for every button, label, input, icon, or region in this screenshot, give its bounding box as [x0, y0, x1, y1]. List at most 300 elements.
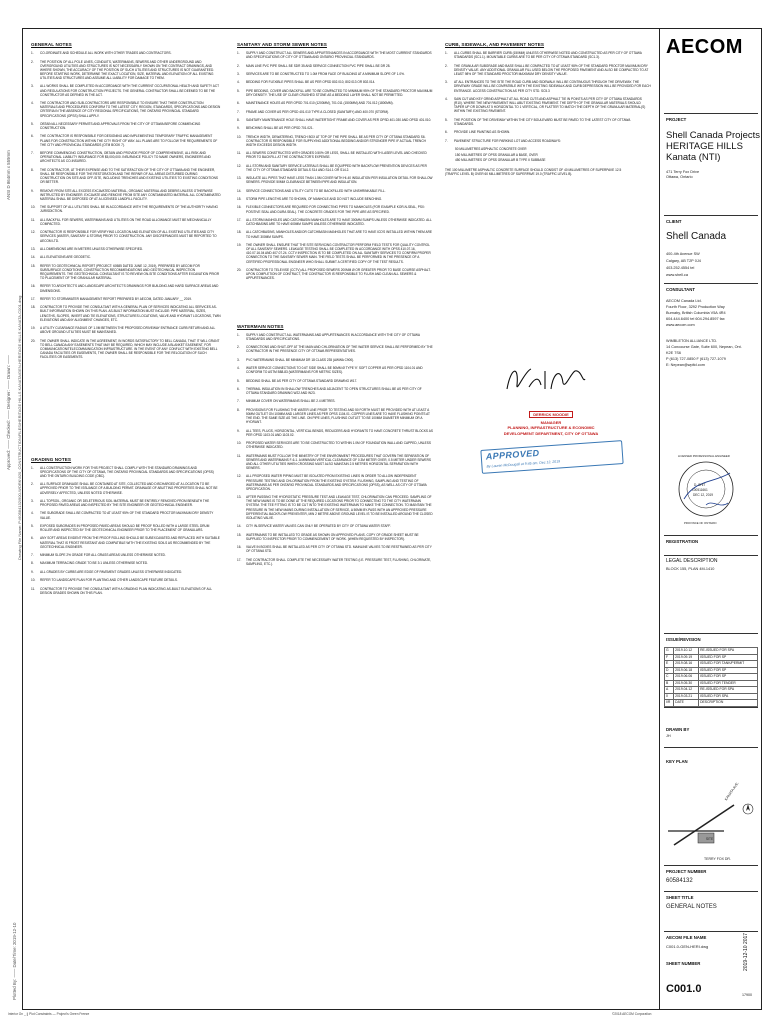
note-text: CONTRACTOR TO PROVIDE THE CONSULTANT WITH A GRADING PLAN INDICATING AS-BUILT ELEVATIONS OF ALL DESIGN GRADES SHOWN ON THIS PLAN. — [40, 586, 212, 595]
note-item — [31, 84, 221, 96]
note-number: 3. — [31, 498, 34, 503]
general-notes-list — [31, 51, 221, 359]
note-number: 10. — [237, 441, 242, 446]
note-number: 19. — [31, 326, 36, 331]
note-text: SERVICES ARE TO BE CONSTRUCTED TO 1.0M FROM FACE OF BUILDING AT A MINIMUM SLOPE OF 1.0%. — [246, 72, 405, 76]
note-item — [237, 230, 433, 238]
subconsultant-5: E: Nepean@wpltd.com — [666, 363, 705, 367]
revision-date: DATE — [674, 700, 699, 707]
key-plan-street-1: KANATA AVE. — [724, 781, 740, 802]
note-text: REMOVE FROM SITE ALL EXCESS EXCAVATED MATERIAL, ORGANIC MATERIAL AND DEBRIS UNLESS OTHERWISE INSTRUCTED BY ENGINEER. EXCAVATE AND REMOVE FROM SITE ANY CONTAMINATED MATERIAL ALL CONTAMINATED MATERIAL SHALL BE DISPOSED OF AT A LICENSED LANDFILL FACILITY. — [40, 188, 221, 201]
note-text: THE POSITION OF ALL POLE LINES, CONDUITS, WATERMAINS, SEWERS AND OTHER UNDERGROUND AND OVERGROUND UTILITIES AND STRUCTURES IS NOT NECESSARILY SHOWN ON THE CONTRACT DRAWINGS, AND WHERE SHOWN, THE ACCURACY OF THE POSITION OF SUCH UTILITIES AND STRUCTURES IS NOT GUARANTEED. BEFORE STARTING WORK, DETERMINE THE EXACT LOCATION, SIZE, MATERIAL AND ELEVATION OF ALL EXISTING UTILITIES AND STRUCTURES AND ASSUME ALL LIABILITY FOR DAMAGE TO THEM. — [40, 59, 215, 81]
note-item — [237, 366, 433, 374]
note-item — [31, 189, 221, 201]
note-number: 14. — [237, 188, 242, 193]
note-number: 16. — [31, 284, 36, 289]
note-item — [237, 345, 433, 353]
note-text: BEDDING FOR FLEXIBLE PIPES SHALL BE AS PER OPSD 802.010, 802.013 OR 802.014. — [246, 80, 376, 85]
project-label: PROJECT — [666, 117, 687, 122]
note-item — [237, 524, 433, 528]
seal-date: DEC 12, 2019 — [693, 493, 714, 497]
note-item — [445, 64, 651, 76]
note-number: 1. — [445, 51, 448, 56]
curb-notes-title: CURB, SIDEWALK, AND PAVEMENT NOTES — [445, 42, 545, 47]
note-text: THE POSITION OF THE DRIVEWAY WITHIN THE CITY BOULEVARD MUST BE PAVED TO THE LATEST CITY OF OTTAWA STANDARDS. — [454, 117, 631, 126]
subconsultant-4: P (613) 727-0850 F (613) 727-1079 — [666, 357, 726, 361]
note-text: BENCHING SHALL BE AS PER OPSD 701.021. — [246, 126, 314, 131]
note-item — [237, 243, 433, 264]
superpave-note: (TRAFFIC LEVEL B) OVER 60 MILLIMETRES OF SUPERPAVE 19.0 (TRAFFIC LEVEL B). — [445, 172, 573, 177]
pavement-line: 450 MILLIMETRES OF OPSS GRANULAR B TYPE II SUBBASE — [455, 158, 546, 163]
file-name-label: AECOM FILE NAME — [666, 935, 707, 940]
note-text: MAIN LINE PVC PIPE SHALL BE SDR 35 AND SERVICE CONNECTION PVC PIPE SHALL BE DR 28. — [246, 63, 391, 68]
grading-notes-title: GRADING NOTES — [31, 456, 72, 462]
note-number: 2. — [31, 482, 34, 487]
note-number: 13. — [237, 495, 242, 500]
note-number: 11. — [237, 151, 242, 156]
note-text: THE CONTRACTOR SHALL COMPLETE THE NECESSARY WATER TESTING (I.E. PRESSURE TEST, FLUSHING, CHLORINATE, SAMPLING, ETC.). — [246, 557, 432, 566]
key-plan-map-icon — [664, 801, 758, 849]
note-item — [237, 80, 433, 84]
note-number: 2. — [445, 63, 448, 68]
grading-notes-list — [31, 466, 221, 595]
note-number: 6. — [445, 130, 448, 135]
note-number: 7. — [237, 109, 240, 114]
approval-block — [453, 359, 649, 479]
note-item — [237, 333, 433, 341]
revision-rev: B — [665, 680, 674, 687]
note-number: 15. — [237, 197, 242, 202]
note-text: ALL TOPSOIL, ORGANIC OR DELETERIOUS SOIL MATERIAL MUST BE ENTIRELY REMOVED FROM BENEATH THE PROPOSED PAVED AREAS AND INSPECTED BY THE SITE ENGINEER OR GEOTECHNICAL ENGINEER. — [40, 498, 210, 508]
sheet-title: GENERAL NOTES — [666, 904, 717, 910]
pavement-structure — [445, 147, 651, 162]
approver-dept-2: DEVELOPMENT DEPARTMENT, CITY OF OTTAWA — [503, 430, 599, 436]
title-block — [659, 29, 762, 1009]
revision-desc: ISSUED FOR SP — [699, 674, 758, 681]
note-item — [31, 218, 221, 226]
note-item — [31, 305, 221, 322]
revision-date: 2019.08.16 — [674, 661, 699, 668]
note-text: MAXIMUM TERRACING GRADE TO BE 3:1 UNLESS OTHERWISE NOTED. — [40, 561, 148, 566]
approval-line: Approved: —— Checked: —— Designer: —— Drawn: —— — [6, 355, 11, 470]
note-text: THE GRANULAR SUBGRADE AND BASE SHALL BE COMPACTED TO AT LEAST 98% OF THE STANDARD PROCTOR MAXIMUM DRY DENSITY VALUE. ANY ADDITIONAL GRANULAR FILL USED BELOW THE PROPOSED PAVEMENT AND ALSO BE COMPACTED TO AT LEAST 98% OF THE STANDARD PROCTOR MAXIMUM DRY DENSITY VALUE. — [454, 63, 649, 76]
key-plan-site: SITE — [706, 837, 714, 841]
copyright: ©2018 AECOM Corporation — [612, 1012, 652, 1016]
note-number: 12. — [237, 163, 242, 168]
note-item — [31, 466, 221, 478]
note-item — [237, 454, 433, 471]
revision-rev: I/R — [665, 700, 674, 707]
note-item — [237, 101, 433, 105]
note-text: PROVIDE LINE PAINTING AS SHOWN. — [454, 130, 511, 135]
left-margin-strip — [0, 0, 22, 1024]
note-text: ALL STORM MANHOLES AND CATCHBASIN MANHOLES ARE TO HAVE 300MM SUMPS UNLESS OTHERWISE INDICATED. ALL CATCHBASINS ARE TO HAVE 600MM SUMPS UNLESS OTHERWISE INDICATED. — [246, 217, 432, 227]
revision-date: 2019.04.12 — [674, 687, 699, 694]
column-sanitary-watermain — [237, 43, 433, 570]
note-number: 4. — [31, 511, 34, 516]
project-address-1: 471 Terry Fox Drive — [666, 170, 700, 174]
revision-date: 2019.09.19 — [674, 654, 699, 661]
revision-desc: RE-ISSUED FOR SPA — [699, 648, 758, 655]
key-plan-street-2: TERRY FOX DR. — [704, 857, 731, 861]
note-number: 15. — [237, 532, 242, 537]
note-number: 12. — [237, 474, 242, 479]
note-number: 14. — [31, 255, 36, 260]
note-text: THERMAL INSULATION IN SHALLOW TRENCHES AND ADJACENT TO OPEN STRUCTURES SHALL BE AS PER CITY OF OTTAWA STANDARD DRAWING W22 AND W23. — [246, 386, 422, 396]
note-item — [237, 558, 433, 566]
note-number: 5. — [237, 378, 240, 383]
sheet-title-label: SHEET TITLE — [666, 895, 694, 900]
approved-stamp — [480, 440, 623, 474]
revision-rev: C — [665, 674, 674, 681]
note-number: 4. — [445, 96, 448, 101]
revision-rev: A — [665, 687, 674, 694]
note-number: 20. — [237, 267, 242, 272]
note-text: FRAME AND COVER AS PER OPSD 401.010 TYPE A CLOSED (SANITARY) AND 400.070 (STORM). — [246, 109, 390, 114]
note-text: A UTILITY CLEARANCE RADIUS OF 1.0M BETWEEN THE PROPOSED DRIVEWAY ENTRANCE CURB RETURN AND ALL ABOVE GROUND UTILITIES MUST BE MAINTAINED. — [40, 326, 216, 335]
note-text: MINIMUM COVER ON WATERMAINS SHALL BE 2.4 METRES. — [246, 399, 336, 404]
note-text: ALL CONSTRUCTION WORK FOR THIS PROJECT SHALL COMPLY WITH THE STANDARD DRAWINGS AND SPECIFICATIONS OF THE CITY OF OTTAWA, THE ONTARIO PROVINCIAL STANDARDS AND SPECIFICATIONS (OPSS) AND THE ONTARIO BUILDING CODE (OBC). — [40, 465, 214, 478]
note-number: 1. — [31, 51, 34, 56]
note-item — [31, 297, 221, 301]
note-number: 6. — [237, 101, 240, 106]
note-text: WATERMAINS MUST FOLLOW THE MINISTRY OF THE ENVIRONMENT PROCEDURES THAT GOVERN THE SEPARATION OF SEWERS AND WATERMAINS F-6-1. A MINIMUM VERTICAL CLEARANCE OF 0.3M METER OVER, 0.5 METER UNDER SEWERS AND ALL OTHER UTILITIES WHEN CROSSING MUST ALSO MAINTAIN 2.5 METRES HORIZONTAL SEPARATION WITH SEWERS. — [246, 453, 431, 470]
column-general-grading — [31, 43, 221, 599]
legal-description: BLOCK 155, PLAN 4M-1410 — [666, 567, 715, 571]
note-number: 9. — [31, 188, 34, 193]
note-text: SANITARY MAINTENANCE HOLE SHALL HAVE WATERTIGHT FRAME AND COVER AS PER OPSD 401.030 AND OPSD 401.010. — [246, 117, 432, 122]
note-number: 1. — [31, 465, 34, 470]
sanitary-notes-title: SANITARY AND STORM SEWER NOTES — [237, 42, 327, 47]
note-item — [237, 51, 433, 59]
note-text: ALL CURBS SHALL BE BARRIER CURB (150MM) UNLESS OTHERWISE NOTED AND CONSTRUCTED AS PER CITY OF OTTAWA STANDARDS (SC1.1). MOUNTABLE CURBS ARE TO BE PER CITY OF OTTAWA STANDARD (SC1.3). — [454, 51, 642, 60]
note-item — [31, 284, 221, 292]
note-item — [31, 264, 221, 281]
note-item — [237, 118, 433, 122]
note-number: 18. — [31, 305, 36, 310]
watermain-notes-title: WATERMAIN NOTES — [237, 323, 284, 329]
note-text: SUPPLY AND CONSTRUCT ALL SEWERS AND APPURTENANCES IN ACCORDANCE WITH THE MOST CURRENT STANDARDS AND SPECIFICATIONS OF CITY OF OTTAWA AND ONTARIO PROVINCIAL STANDARDS. — [246, 51, 432, 60]
note-number: 10. — [31, 205, 36, 210]
consultant-3: Burnaby, British Columbia V5A 4R4 — [666, 311, 726, 315]
note-item — [237, 399, 433, 403]
note-item — [445, 80, 651, 92]
note-item — [237, 205, 433, 213]
note-item — [31, 247, 221, 251]
note-number: 10. — [237, 134, 242, 139]
client-phone: 403.252.4554 tel — [666, 266, 695, 270]
job-number: 17900 — [742, 993, 752, 997]
seal-text: LICENSED PROFESSIONAL ENGINEER — [678, 454, 730, 458]
watermain-notes-list — [237, 333, 433, 566]
note-item — [237, 110, 433, 114]
note-number: 5. — [31, 523, 34, 528]
note-text: INSULATE ALL PIPES THAT HAVE LESS THAN 1.5M COVER WITH HI-40 INSULATION PER INSULATION DETAIL FOR SHALLOW SEWERS. PROVIDE 50MM CLEARANCE BETWEEN PIPE AND INSULATION. — [246, 176, 433, 185]
revision-row — [665, 661, 758, 668]
revision-desc: RE-ISSUED FOR SPA — [699, 687, 758, 694]
note-number: 3. — [445, 80, 448, 85]
file-name: C001.0-GEN-HERI.dwg — [666, 944, 709, 949]
note-item — [237, 72, 433, 76]
note-item — [31, 230, 221, 242]
note-number: 6. — [31, 536, 34, 541]
plot-date-vertical: 2019-12-10 2017 — [743, 932, 749, 971]
note-number: 15. — [31, 263, 36, 268]
drawn-by-value: JH — [666, 734, 671, 738]
sheet-number: C001.0 — [666, 983, 702, 995]
note-item — [237, 474, 433, 491]
note-item — [237, 176, 433, 184]
note-number: 3. — [237, 357, 240, 362]
note-item — [31, 134, 221, 146]
note-number: 7. — [445, 138, 448, 143]
registration-label: REGISTRATION — [666, 539, 699, 544]
sanitary-notes-list — [237, 51, 433, 280]
project-number: 60584132 — [666, 878, 693, 884]
signature-text: Derrick Moodie — [501, 359, 508, 360]
note-item — [237, 533, 433, 541]
note-item — [31, 255, 221, 259]
note-number: 8. — [237, 407, 240, 412]
note-item — [237, 135, 433, 147]
note-item — [31, 60, 221, 81]
note-number: 14. — [237, 524, 242, 529]
note-number: 17. — [237, 217, 242, 222]
revision-desc: ISSUED FOR SP — [699, 667, 758, 674]
note-item — [31, 553, 221, 557]
note-text: ALL CATCHBASINS, MANHOLES AND/OR CATCHBASIN MANHOLES THAT ARE TO HAVE ICD'S INSTALLED WITHIN THEM ARE TO HAVE 300MM SUMPS. — [246, 230, 432, 239]
note-number: 5. — [445, 117, 448, 122]
sheet-size-label: ANSI D 864mm x 559mm — [6, 150, 11, 200]
note-number: 8. — [31, 561, 34, 566]
consultant-5: www.aecom.com — [666, 323, 695, 327]
note-text: OBTAIN ALL NECESSARY PERMITS AND APPROVALS FROM THE CITY OF OTTAWA BEFORE COMMENCING CONSTRUCTION. — [40, 121, 201, 131]
note-number: 16. — [237, 205, 242, 210]
note-item — [237, 429, 433, 437]
note-item — [31, 536, 221, 548]
note-item — [31, 587, 221, 595]
note-number: 9. — [31, 569, 34, 574]
approver-name: DERRICK MOODIE — [529, 411, 573, 418]
client-address-2: Calgary, AB T2P 0J4 — [666, 259, 701, 263]
seal-province: PROVINCE OF ONTARIO — [684, 521, 717, 525]
note-item — [237, 408, 433, 425]
approved-stamp-detail: By Lauren McDougall at 9:45 am, Dec 12, 2019 — [486, 459, 561, 469]
approved-stamp-title: APPROVED — [485, 447, 540, 462]
note-text: ALL GRADES BY CURBS ARE EDGE OF PAVEMENT GRADES UNLESS OTHERWISE INDICATED. — [40, 569, 183, 574]
note-number: 3. — [237, 72, 240, 76]
note-number: 13. — [31, 246, 36, 251]
note-number: 16. — [237, 545, 242, 550]
note-text: PROPOSED WATER SERVICES ARE TO BE CONSTRUCTED TO WITHIN 1.0M OF FOUNDATION WALL AND CAPPED, UNLESS OTHERWISE INDICATED. — [246, 441, 431, 450]
superpave-note: THE 100 MILLIMETRE ASPHALTIC CONCRETE SURFACE SHOULD CONSIST OF 40 MILLIMETRES OF SUPERPAVE 12.5 — [445, 167, 622, 172]
note-item — [31, 51, 221, 55]
note-item — [237, 441, 433, 449]
note-number: 6. — [237, 386, 240, 391]
note-number: 17. — [31, 296, 36, 301]
note-item — [237, 64, 433, 68]
note-item — [237, 387, 433, 395]
note-item — [445, 97, 651, 114]
note-number: 8. — [237, 117, 240, 122]
note-item — [445, 118, 651, 126]
note-item — [31, 482, 221, 494]
note-text: THE SUPPORT OF ALL UTILITIES SHALL BE IN ACCORDANCE WITH THE REQUIREMENTS OF THE AUTHORITY HAVING JURISDICTION. — [40, 205, 218, 214]
revision-date: 2019.06.06 — [674, 674, 699, 681]
project-name: Shell Canada Projects HERITAGE HILLS Kanata (NTI) — [666, 130, 760, 163]
note-item — [237, 358, 433, 362]
drawing-sheet — [22, 28, 762, 1010]
note-number: 7. — [31, 151, 34, 156]
note-item — [237, 545, 433, 553]
note-item — [445, 51, 651, 59]
seal-name: D. SHIT — [694, 483, 706, 487]
revision-date: 2019.06.18 — [674, 667, 699, 674]
note-item — [237, 126, 433, 130]
note-text: ALL PROPOSED WATER PIPING MUST BE ISOLATED FROM EXISTING LINES IN ORDER TO ALLOW INDEPENDENT PRESSURE TESTING AND CHLORINATION FROM THE EXISTING SYSTEM. FLUSHING, SAMPLING AND TESTING OF WATERMAINS AS PER ONTARIO PROVINCIAL STANDARDS AND SPECIFICATIONS (OPSS), AS WELL AS CITY OF OTTAWA SPECIFICATION. — [246, 474, 427, 491]
note-item — [237, 197, 433, 201]
note-text: AFTER PASSING THE HYDROSTATIC PRESSURE TEST AND LEAKAGE TEST, CHLORINATION CAN PROCEED. SAMPLING OF THE NEW MAINS IS TO BE DONE AT THE REQUIRED LOCATIONS PRIOR TO CONNECTING TO THE CITY WATERMAIN SYSTEM. THE TEE FITTING IS TO BE CUT INTO THE EXISTING WATERMAIN TO MAKE THE CONNECTION. TO MAINTAIN THE PRESSURE IN THE NEW MAINS DURING INSTALLATION OF SERVICE, A 50MM BY-PASS WITH AN APPROVED PRESSURE DIFFERENTIAL BACKFLOW PREVENTER, MIN 2 METRE ABOVE GROUND LEVEL IS TO BE INSTALLED AROUND THE CLOSED ISOLATING VALVE. — [246, 495, 433, 520]
curb-notes-list — [445, 51, 651, 143]
note-text: PIPE BEDDING, COVER AND BACKFILL ARE TO BE COMPACTED TO MINIMUM 95% OF THE STANDARD PROCTOR MAXIMUM DRY DENSITY. THE USE OF CLEAR CRUSHED STONE AS A BEDDING LAYER SHALL NOT BE PERMITTED. — [246, 88, 433, 97]
note-text: FLEXIBLE CONNECTORS ARE REQUIRED FOR CONNECTING PIPES TO MANHOLES (FOR EXAMPLE KOR-N-SEAL, PSX: POSITIVE SEAL AND DURA SEAL). THE CONCRETE GRADES FOR THE PIPE ARE AS SPECIFIED. — [246, 205, 425, 214]
note-number: 12. — [31, 230, 36, 235]
note-item — [445, 139, 651, 143]
note-text: SAW CUT AND KEY GRIND ASPHALT AT ALL ROAD CUTS AND ASPHALT TIE IN POINTS AS PER CITY OF OTTAWA STANDARDS (R10). WHERE THE NEW PAVEMENT WILL ABUT EXISTING PAVEMENT. THE DEPTH OF THE GRANULAR MATERIALS SHOULD TAPER UP OR DOWN AT 5 HORIZONTAL TO 1 VERTICAL, OR FLATTER TO MATCH THE DEPTH OF THE GRANULAR MATERIAL(S) WITHIN THE EXISTING PAVEMENT. — [454, 96, 646, 114]
note-text: ALL DIMENSIONS ARE IN METERS UNLESS OTHERWISE SPECIFIED. — [40, 246, 143, 251]
note-item — [31, 205, 221, 213]
issue-revision-label: ISSUE/REVISION — [666, 637, 701, 642]
note-number: 20. — [31, 338, 36, 343]
note-item — [237, 189, 433, 193]
note-text: CONTRACTOR TO TELEVISE (CCTV) ALL PROPOSED SEWERS 200MM Ø OR GREATER PRIOR TO BASE COURSE ASPHALT. UPON COMPLETION OF CONTRACT, THE CONTRACTOR IS RESPONSIBLE TO FLUSH AND CLEAN ALL SEWERS & APPURTENANCES. — [246, 267, 431, 281]
note-item — [31, 570, 221, 574]
revision-desc: DESCRIPTION — [699, 700, 758, 707]
note-text: SUPPLY AND CONSTRUCT ALL WATERMAINS AND APPURTENANCES IN ACCORDANCE WITH THE CITY OF OTTAWA STANDARDS AND SPECIFICATIONS. — [246, 332, 420, 341]
note-text: THE CONTRACTOR, AT THEIR EXPENSE AND TO THE SATISFACTION OF THE CITY OF OTTAWA AND THE ENGINEER, SHALL BE RESPONSIBLE FOR THE RESTORATION AND THE REPAIR OF ALL AREAS DISTURBED DURING CONSTRUCTION ON SITE AND OFF-SITE, INCLUDING TRENCHES AND EXISTING UTILITIES TO EXISTING CONDITIONS OR BETTER. — [40, 167, 218, 185]
pavement-line: 50 MILLIMETRES ASPHALTIC CONCRETE OVER — [455, 146, 527, 151]
subconsultant-3: K2E 7S6 — [666, 351, 681, 355]
note-item — [31, 524, 221, 532]
note-text: ALL WORKS SHALL BE COMPLETED IN ACCORDANCE WITH THE CURRENT OCCUPATIONAL HEALTH AND SAFETY ACT AND REGULATIONS FOR CONSTRUCTION PROJECTS. THE GENERAL CONTRACTOR SHALL BE DEEMED TO BE THE CONSTRUCTOR AS DEFINED IN THE ACT. — [40, 84, 219, 97]
note-text: CONTRACTOR TO PROVIDE THE CONSULTANT WITH A GENERAL PLAN OF SERVICES INDICATING ALL SERVICES AS-BUILT INFORMATION SHOWN ON THIS PLAN. AS-BUILT INFORMATION MUST INCLUDE: PIPE MATERIAL, SIZES, LENGTHS, SLOPES, INVERT AND TIE ELEVATIONS, STRUCTURES LOCATIONS, VALVE AND HYDRANT LOCATIONS, TWIN ELEVATIONS AND ANY ALIGNMENT CHANGES, ETC. — [40, 305, 221, 322]
note-number: 3. — [31, 84, 34, 89]
note-number: 1. — [237, 51, 240, 56]
note-text: ALL SEWERS CONSTRUCTED WITH GRADES 0.50% OR LESS, SHALL BE INSTALLED WITH LASER LEVEL AND CHECKED PRIOR TO BACKFILL AT THE CONTRACTOR'S EXPENSE. — [246, 151, 427, 160]
footer-left: Interior On _ || Plot Constraints — Project's Green Freeze — [8, 1012, 90, 1016]
note-item — [31, 122, 221, 130]
note-number: 19. — [237, 242, 242, 247]
note-item — [31, 578, 221, 582]
general-notes-title: GENERAL NOTES — [31, 42, 72, 47]
client-label: CLIENT — [666, 219, 682, 224]
note-text: CITY IN-SERVICE WATER VALVES CAN ONLY BE OPERATED BY CITY OF OTTAWA WATER STAFF. — [246, 524, 391, 529]
note-text: THE OWNER SHALL ENSURE THAT THE SITE SERVICING CONTRACTOR PERFORM FIELD TESTS FOR QUALITY CONTROL OF ALL SANITARY SEWERS. LEAKAGE TESTING SHALL BE COMPLETED IN ACCORDANCE WITH OPSS 410.07.16, 410.07.16.04 AND 407.07.24. CCTV INSPECTION IS TO BE COMPLETED ON ALL SANITARY SERVICES TO CONFIRM PROPER CONNECTION TO THE SANITARY SEWER MAIN. THE FIELD TESTS SHALL BE PERFORMED IN THE PRESENCE OF A CERTIFIED PROFESSIONAL ENGINEER WHO SHALL SUBMIT A CERTIFIED COPY OF THE TEST RESULTS. — [246, 242, 431, 264]
note-number: 9. — [237, 428, 240, 433]
signature-icon — [501, 359, 591, 399]
note-item — [237, 164, 433, 172]
note-number: 4. — [31, 101, 34, 106]
note-text: WATERMAINS TO BE INSTALLED TO GRADE AS SHOWN ON APPROVED PLANS. COPY OF GRADE SHEET MUST BE SUPPLIED TO INSPECTOR PRIOR TO COMMENCEMENT OF WORK. (WHEN REQUESTED BY INSPECTOR). — [246, 532, 419, 541]
note-number: 4. — [237, 366, 240, 371]
note-text: REFER TO STORMWATER MANAGEMENT REPORT PREPARED BY AECOM, DATED JANUARY __ 2019. — [40, 296, 192, 301]
consultant-4: 604.444.6400 tel 604.294.8597 fax — [666, 317, 725, 321]
note-item — [31, 499, 221, 507]
project-address-2: Ottawa, Ontario — [666, 175, 693, 179]
note-item — [237, 379, 433, 383]
approver-title: MANAGER — [540, 420, 562, 426]
note-number: 17. — [237, 557, 242, 562]
note-text: ALL SURFACE DRAINAGE SHALL BE CONTAINED AT SITE, COLLECTED AND DISCHARGED AT A LOCATION TO BE APPROVED PRIOR TO THE ISSUANCE OF A BUILDING PERMIT. DRAINAGE OF ABUTTING PROPERTIES SHALL NOT BE ADVERSELY AFFECTED, UNLESS NOTED OTHERWISE. — [40, 482, 218, 495]
note-text: CONTRACTOR IS RESPONSIBLE FOR VERIFYING LOCATION AND ELEVATION OF ALL EXISTING UTILITIES AND CITY SERVICES (WATER, SANITARY & STORM) PRIOR TO CONSTRUCTION. ANY DISCREPANCIES MUST BE REPORTED TO AECOM LTD. — [40, 230, 217, 243]
note-item — [31, 561, 221, 565]
revision-date: 2019.05.30 — [674, 680, 699, 687]
legal-description-label: LEGAL DESCRIPTION — [666, 558, 718, 564]
note-item — [31, 511, 221, 519]
note-item — [237, 495, 433, 520]
note-item — [237, 218, 433, 226]
project-number-label: PROJECT NUMBER — [666, 869, 707, 874]
note-text: ALL STORM AND SANITARY SERVICE LATERALS SHALL BE EQUIPPED WITH BACKFLOW PREVENTION DEVICES AS PER THE CITY OF OTTAWA STANDARD DETAILS S14 AND S14.1 OR S14.2. — [246, 163, 427, 172]
note-text: PAVEMENT STRUCTURE FOR PARKING LOT AND ACCESS ROADWAYS: — [454, 138, 561, 143]
consultant-2: Fourth Floor, 3292 Production Way — [666, 305, 725, 309]
note-text: REFER TO GEOTECHNICAL REPORT (PROJECT: 60585 DATED JUNE 12, 2019), PREPARED BY AECOM FOR SUBSURFACE CONDITIONS, CONSTRUCTION RECOMMENDATIONS AND GEOTECHNICAL INSPECTION REQUIREMENTS. THE GEOTECHNICAL CONSULTANT IS TO REVIEW ON-SITE CONDITIONS AFTER EXCAVATION PRIOR TO PLACEMENT OF THE GRANULAR MATERIAL. — [40, 263, 220, 281]
note-number: 5. — [31, 121, 34, 126]
note-text: PROVISIONS FOR FLUSHING THE WATER LINE PRIOR TO TESTING AND 50 FORTH MUST BE PROVIDED WITH AT LEAST A 50MM OUTLET ON 100MM AND LARGER LINES AS PER OPSS 1104.01. COPPER LINES ARE TO HAVE FLUSHING POINTS AT THE END. THE SAME SIZE AS THE LINE. ON PIPE LINES, FLUSHING OUTLET TO BE 100MM DIAMETER MINIMUM OR A HYDRANT. — [246, 407, 430, 425]
note-number: 2. — [31, 59, 34, 64]
note-text: SERVICE CONNECTIONS AND UTILITY CUTS TO BE BACKFILLED WITH UNSHRINKABLE FILL. — [246, 188, 386, 193]
note-text: THE SUBGRADE SHALL BE COMPACTED TO AT LEAST 95% OF THE STANDARD PROCTOR MAXIMUM DRY DENSITY VALUE. — [40, 511, 214, 520]
note-item — [237, 151, 433, 159]
approver-dept-1: PLANNING, INFRASTRUCTURE & ECONOMIC — [507, 425, 595, 431]
note-text: BEDDING SHALL BE AS PER CITY OF OTTAWA STANDARD DRAWING W17. — [246, 378, 358, 383]
subconsultant-2: 14 Concourse Gate, Suite 600, Nepean, Ont. — [666, 345, 742, 349]
note-number: 8. — [31, 167, 34, 172]
note-number: 7. — [237, 399, 240, 404]
sheet-number-label: SHEET NUMBER — [666, 961, 701, 966]
note-text: ALL BACKFILL FOR SEWERS, WATERMAINS AND UTILITIES ON THE ROAD ALLOWANCE MUST BE MECHANICALLY COMPACTED. — [40, 217, 212, 226]
note-text: ANY SOFT AREAS EVIDENT FROM THE PROOF ROLLING SHOULD BE SUBEXCAVATED AND REPLACED WITH SUITABLE MATERIAL THAT IS FROST RESISTANT AND COMPATIBLE WITH THE EXISTING SOILS AS RECOMMENDED BY THE GEOTECHNICAL ENGINEER. — [40, 536, 220, 549]
revision-rev: 0 — [665, 693, 674, 700]
note-text: THE OWNER SHALL INDICATE IN THE AGREEMENT, IN WORDS SATISFACTORY TO BELL CANADA, THAT IT WILL GRANT TO BELL CANADA ANY EASEMENTS THAT MAY BE REQUIRED, WHICH MAY INCLUDE A BLANKET EASEMENT, FOR COMMUNICATION/TELECOMMUNICATION INFRASTRUCTURE. IN THE EVENT OF ANY CONFLICT WITH EXISTING BELL CANADA FACILITIES OR EASEMENTS, THE OWNER SHALL BE RESPONSIBLE FOR THE RELOCATION OF SUCH FACILITIES OR EASEMENTS. — [40, 338, 220, 360]
note-text: BEFORE COMMENCING CONSTRUCTION, OBTAIN AND PROVIDE PROOF OF COMPREHENSIVE, ALL RISK AND OPERATIONAL LIABILITY INSURANCE FOR $5,000,000. INSURANCE POLICY TO NAME OWNERS, ENGINEERS AND ARCHITECTS AS CO-INSURED. — [40, 151, 211, 164]
note-number: 11. — [31, 217, 36, 222]
subconsultant-1: WIMBLETON ALLIANCE LTD. — [666, 339, 718, 343]
note-text: PVC WATERMAINS SHALL BE MINIMUM DR 18 CLASS 235 (AWWA C900). — [246, 357, 355, 362]
note-number: 13. — [237, 176, 242, 181]
client-web: www.shell.ca — [666, 273, 688, 277]
note-text: STORM PIPE LENGTHS ARE TO SHOWN, OF MANHOLE AND DO NOT INCLUDE BENCHING. — [246, 197, 383, 202]
note-item — [31, 101, 221, 118]
revision-row — [665, 700, 758, 707]
note-number: 1. — [237, 332, 240, 337]
note-text: CO-ORDINATE AND SCHEDULE ALL WORK WITH OTHER TRADES AND CONTRACTORS. — [40, 51, 172, 56]
client-address-1: 400-4th Avenue SW — [666, 252, 700, 256]
revision-rev: G — [665, 648, 674, 655]
revision-rev: E — [665, 661, 674, 668]
note-number: 9. — [237, 126, 240, 131]
note-item — [237, 89, 433, 97]
note-number: 18. — [237, 230, 242, 235]
file-path-label: Drawing File Name: P:\60584132\900-WORK\920_CONSTRUCTION\FILES\HERITAGE HILLS KANATA\GEN-HERITAGE HILLS KANATA-C001.dwg — [17, 295, 22, 560]
client-name: Shell Canada — [666, 231, 727, 242]
note-text: ALL ELEVATIONS ARE GEODETIC. — [40, 255, 91, 260]
drawn-by-label: DRAWN BY — [666, 727, 690, 732]
plot-info-label: Plotted By: —— Date/Time: 2019-12-10 — [12, 922, 17, 1000]
note-text: ALL TEES, PLUGS, HORIZONTAL, VERTICAL BENDS, REDUCERS AND HYDRANTS TO HAVE CONCRETE THRUST BLOCKS AS PER OPSD 1103.01 AND 1103.02. — [246, 428, 433, 437]
note-text: MAINTENANCE HOLES AS PER OPSD 701.010 (1200MM), 701.011 (1500MM) AND 701.012 (1800MM). — [246, 101, 394, 106]
note-number: 11. — [31, 586, 36, 591]
